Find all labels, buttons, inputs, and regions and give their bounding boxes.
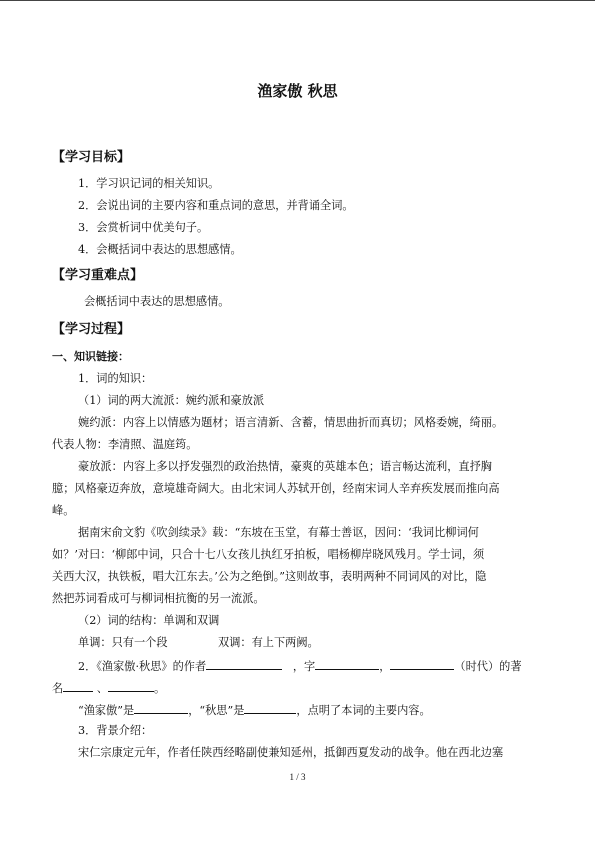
question-text: ， — [379, 660, 391, 673]
answer-blank[interactable] — [244, 702, 296, 714]
knowledge-subitem: （2）词的结构：单调和双调 — [78, 614, 220, 627]
haofang-text: 豪放派：内容上多以抒发强烈的政治热情，豪爽的英雄本色；语言畅达流利，直抒胸 — [78, 460, 492, 473]
knowledge-item: 3．背景介绍： — [78, 724, 153, 737]
section-heading-goals: 【学习目标】 — [52, 150, 131, 165]
goal-item: 2．会说出词的主要内容和重点词的意思，并背诵全词。 — [78, 199, 354, 212]
page-title: 渔家傲 秋思 — [257, 82, 338, 100]
single-tune-text: 单调：只有一个段 — [78, 636, 168, 649]
knowledge-heading: 一、知识链接： — [52, 350, 129, 363]
top-border — [0, 0, 595, 1]
knowledge-subitem: （1）词的两大流派：婉约派和豪放派 — [78, 394, 265, 407]
wanyue-text: 代表人物：李清照、温庭筠。 — [52, 438, 198, 451]
background-text: 宋仁宗康定元年，作者任陕西经略副使兼知延州，抵御西夏发动的战争。他在西北边塞 — [78, 746, 504, 759]
key-point-text: 会概括词中表达的思想感情。 — [84, 295, 230, 308]
section-heading-process: 【学习过程】 — [52, 322, 131, 337]
question-text: ，点明了本词的主要内容。 — [296, 704, 431, 717]
haofang-text: 臆；风格豪迈奔放，意境雄奇阔大。由北宋词人苏轼开创，经南宋词人辛弃疾发展而推向高 — [52, 482, 500, 495]
question-text: ，字 — [292, 660, 316, 673]
knowledge-item: 1．词的知识： — [78, 372, 153, 385]
answer-blank[interactable] — [108, 680, 154, 692]
haofang-text: 峰。 — [52, 504, 75, 517]
story-text: 然把苏词看成可与柳词相抗衡的另一流派。 — [52, 592, 265, 605]
page-number: 1 / 3 — [289, 772, 306, 782]
question-text: 、 — [96, 682, 108, 695]
story-text: 据南宋俞文豹《吹剑续录》载：“东坡在玉堂，有幕士善讴，因问：‘我词比柳词何 — [78, 526, 479, 539]
question-text: （时代）的著 — [454, 660, 522, 673]
section-heading-key-points: 【学习重难点】 — [52, 268, 144, 283]
goal-item: 3．会赏析词中优美句子。 — [78, 221, 209, 234]
double-tune-text: 双调：有上下两阙。 — [218, 636, 319, 649]
wanyue-text: 婉约派：内容上以情感为题材；语言清新、含蓄，情思曲折而真切；风格委婉，绮丽。 — [78, 416, 504, 429]
story-text: 如？’对曰：‘柳郎中词，只合十七八女孩儿执红牙拍板，唱杨柳岸晓风残月。学士词，须 — [52, 548, 485, 561]
goal-item: 4．会概括词中表达的思想感情。 — [78, 243, 242, 256]
question-text: 2．《渔家傲·秋思》的作者 — [78, 660, 207, 673]
answer-blank[interactable] — [315, 658, 379, 670]
story-text: 关西大汉，执铁板，唱大江东去。’公为之绝倒。”这则故事，表明两种不同词风的对比，隐 — [52, 570, 487, 583]
question-text: 。 — [153, 682, 166, 695]
answer-blank[interactable] — [390, 658, 454, 670]
question-text: “渔家傲”是 — [78, 704, 135, 717]
answer-blank[interactable] — [206, 658, 282, 670]
question-text: 名 — [52, 682, 64, 695]
answer-blank[interactable] — [63, 680, 93, 692]
goal-item: 1．学习识记词的相关知识。 — [78, 177, 220, 190]
question-2-line-continued — [52, 680, 165, 696]
question-text: ，“秋思”是 — [188, 704, 245, 717]
question-3-line — [78, 702, 431, 718]
question-2-line — [78, 658, 522, 674]
answer-blank[interactable] — [134, 702, 188, 714]
